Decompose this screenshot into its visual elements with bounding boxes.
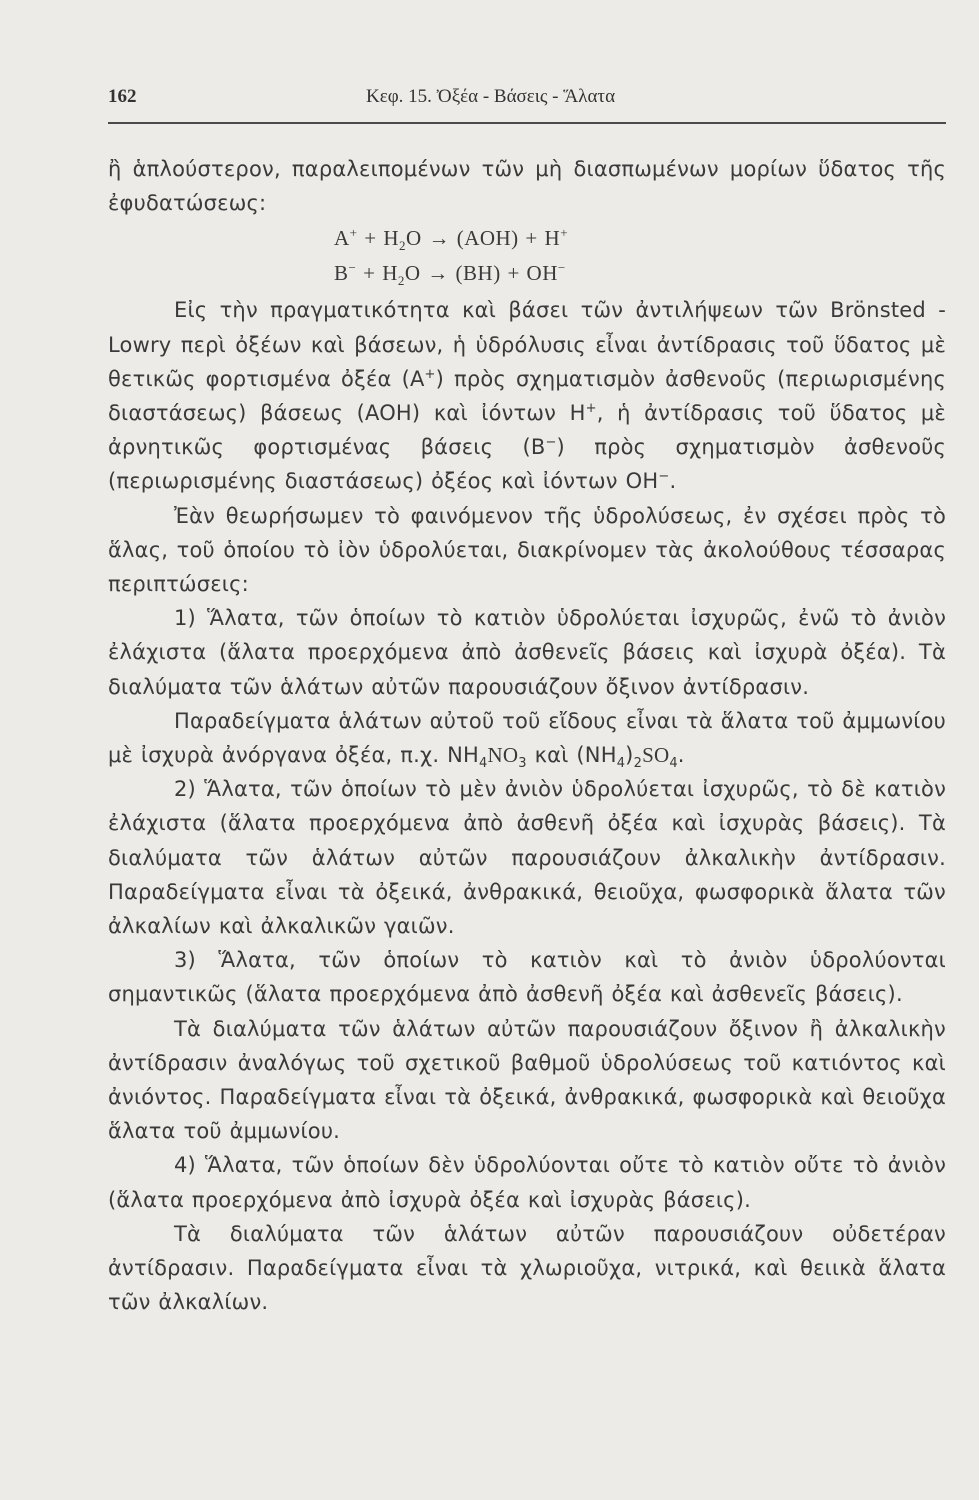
- p1-part-a: Εἰς τὴν πραγματικότητα καὶ βάσει τῶν ἀντιλήψεων τῶν Brönsted - Lowry περὶ ὀξέων καὶ βάσεων, ἡ ὑδρόλυσις εἶναι ἀντίδρασις τοῦ ὕδατος μὲ θετικῶς φορτισμένα ὀξέα (A: [108, 298, 946, 391]
- p1-sup-d: −: [658, 469, 670, 485]
- p1-part-d: ) πρὸς σχηματισμὸν ἀσθενοῦς (περιωρισμένης διαστάσεως) ὀξέος καὶ ἰόντων OH: [108, 435, 946, 494]
- eq1-water: + H: [357, 226, 400, 251]
- p4-sub-2: 3: [518, 756, 527, 772]
- p1-sup-a: +: [424, 366, 436, 382]
- eq2-right-sup: −: [557, 260, 566, 276]
- p1-part-c: , ἡ ἀντίδρασις τοῦ ὕδατος μὲ ἀρνητικῶς φορτισμένας βάσεις (B: [108, 401, 946, 460]
- eq2-water: + H: [356, 261, 398, 286]
- running-title: Κεφ. 15. Ὀξέα - Βάσεις - Ἅλατα: [366, 86, 616, 107]
- equation-cation: [108, 221, 946, 256]
- p4-sub-5: 4: [669, 756, 678, 772]
- header-rule: [108, 122, 946, 124]
- equation-anion: [108, 256, 946, 291]
- case-4-details-paragraph: Τὰ διαλύματα τῶν ἁλάτων αὐτῶν παρουσιάζουν οὐδετέραν ἀντίδρασιν. Παραδείγματα εἶναι τὰ χλωριοῦχα, νιτρικά, καὶ θειικὰ ἅλατα τῶν ἀλκαλίων.: [108, 1221, 946, 1315]
- eq2-left: B: [334, 261, 349, 286]
- p4-part-d: ): [625, 743, 634, 768]
- body-text: [108, 152, 946, 1320]
- p4-part-a: Παραδείγματα ἁλάτων αὐτοῦ τοῦ εἴδους εἶναι τὰ ἅλατα τοῦ ἀμμωνίου μὲ ἰσχυρὰ ἀνόργανα ὀξέα, π.χ. NH: [108, 708, 946, 768]
- case-1-paragraph: 1) Ἅλατα, τῶν ὁποίων τὸ κατιὸν ὑδρολύεται ἰσχυρῶς, ἐνῶ τὸ ἀνιὸν ἐλάχιστα (ἅλατα προερχόμενα ἀπὸ ἀσθενεῖς βάσεις καὶ ἰσχυρὰ ὀξέα). Τὰ διαλύματα τῶν ἁλάτων αὐτῶν παρουσιάζουν ὄξινον ἀντίδρασιν.: [108, 606, 946, 699]
- case-4-paragraph: 4) Ἅλατα, τῶν ὁποίων δὲν ὑδρολύονται οὔτε τὸ κατιὸν οὔτε τὸ ἀνιὸν (ἅλατα προερχόμενα ἀπὸ ἰσχυρὰ ὀξέα καὶ ἰσχυρὰς βάσεις).: [108, 1153, 946, 1212]
- p4-sub-3: 4: [616, 756, 626, 772]
- case-2-paragraph: 2) Ἅλατα, τῶν ὁποίων τὸ μὲν ἀνιὸν ὑδρολύεται ἰσχυρῶς, τὸ δὲ κατιὸν ἐλάχιστα (ἅλατα προερχόμενα ἀπὸ ἀσθενῆ ὀξέα καὶ ἰσχυρὰς βάσεις). Τὰ διαλύματα τῶν ἁλάτων αὐτῶν παρουσιάζουν ἀλκαλικὴν ἀντίδρασιν. Παραδείγματα εἶναι τὰ ὀξεικά, ἀνθρακικά, θειοῦχα, φωσφορικὰ ἅλατα τῶν ἀλκαλίων καὶ ἀλκαλικῶν γαιῶν.: [108, 777, 946, 939]
- eq1-left: A: [334, 226, 350, 251]
- bronsted-paragraph: [108, 293, 946, 498]
- equations: [108, 221, 946, 291]
- p1-part-e: .: [669, 469, 677, 494]
- p1-sup-c: −: [545, 435, 557, 451]
- eq2-sub: 2: [397, 273, 405, 289]
- eq2-products: O → (BH) + OH: [404, 261, 558, 286]
- page-header: [108, 86, 946, 116]
- p4-sub-4: 2: [633, 756, 643, 772]
- eq1-right-sup: +: [560, 225, 569, 241]
- case-1-examples-paragraph: [108, 704, 946, 772]
- case-3-details-paragraph: Τὰ διαλύματα τῶν ἁλάτων αὐτῶν παρουσιάζουν ὄξινον ἢ ἀλκαλικὴν ἀντίδρασιν ἀναλόγως τοῦ σχετικοῦ βαθμοῦ ὑδρολύσεως τοῦ κατιόντος καὶ ἀνιόντος. Παραδείγματα εἶναι τὰ ὀξεικά, ἀνθρακικά, φωσφορικὰ καὶ θειοῦχα ἅλατα τοῦ ἀμμωνίου.: [108, 1016, 946, 1144]
- p4-sub-1: 4: [479, 756, 488, 772]
- eq1-products: O → (AOH) + H: [406, 226, 561, 251]
- cases-intro-paragraph: Ἐὰν θεωρήσωμεν τὸ φαινόμενον τῆς ὑδρολύσεως, ἐν σχέσει πρὸς τὸ ἅλας, τοῦ ὁποίου τὸ ἰὸν ὑδρολύεται, διακρίνομεν τὰς ἀκολούθους τέσσαρας περιπτώσεις:: [108, 503, 946, 597]
- page-number: 162: [108, 86, 137, 107]
- p4-part-e: SO: [642, 743, 670, 768]
- p4-part-f: .: [677, 743, 685, 768]
- eq1-sub: 2: [399, 238, 407, 254]
- intro-paragraph: ἢ ἁπλούστερον, παραλειπομένων τῶν μὴ διασπωμένων μορίων ὕδατος τῆς ἐφυδατώσεως:: [108, 157, 946, 216]
- p4-part-c: καὶ (NH: [526, 743, 617, 768]
- case-3-paragraph: 3) Ἅλατα, τῶν ὁποίων τὸ κατιὸν καὶ τὸ ἀνιὸν ὑδρολύονται σημαντικῶς (ἅλατα προερχόμενα ἀπὸ ἀσθενῆ ὀξέα καὶ ἀσθενεῖς βάσεις).: [108, 948, 946, 1007]
- eq1-left-sup: +: [349, 225, 358, 241]
- p4-part-b: NO: [487, 743, 519, 768]
- eq2-left-sup: −: [348, 260, 357, 276]
- p1-part-b: ) πρὸς σχηματισμὸν ἀσθενοῦς (περιωρισμένης διαστάσεως) βάσεως (AOH) καὶ ἰόντων H: [108, 366, 946, 426]
- p1-sup-b: +: [585, 401, 597, 417]
